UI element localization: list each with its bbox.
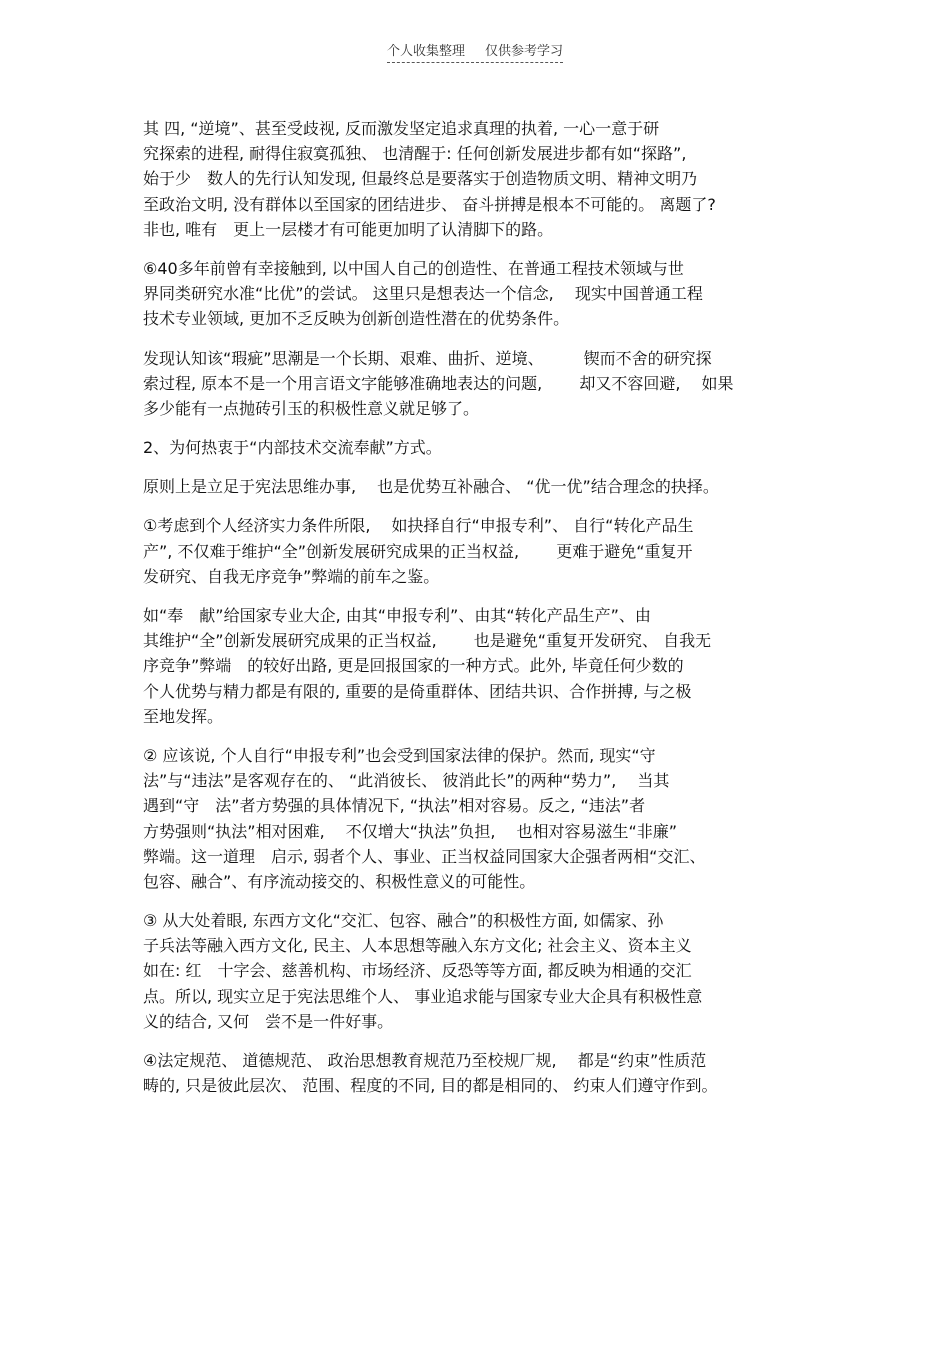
- text-line: 多少能有一点抛砖引玉的积极性意义就足够了。: [143, 398, 480, 418]
- text-line: 序竞争”弊端 的较好出路, 更是回报国家的一种方式。此外, 毕竟任何少数的: [143, 656, 684, 676]
- text-line: 遇到“守 法”者方势强的具体情况下, “执法”相对容易。反之, “违法”者: [143, 796, 646, 816]
- page-header: [0, 40, 950, 63]
- header-right-text: 仅供参考学习: [485, 44, 564, 59]
- text-line: 究探索的进程, 耐得住寂寞孤独、 也清醒于: 任何创新发展进步都有如“探路”,: [143, 144, 687, 164]
- paragraph: [143, 474, 809, 499]
- text-line: ①考虑到个人经济实力条件所限, 如抉择自行“申报专利”、 自行“转化产品生: [143, 516, 694, 536]
- text-line: ③ 从大处着眼, 东西方文化“交汇、包容、融合”的积极性方面, 如儒家、孙: [143, 911, 664, 931]
- text-line: ④法定规范、 道德规范、 政治思想教育规范乃至校规厂规, 都是“约束”性质范: [143, 1051, 707, 1070]
- paragraph: [143, 513, 809, 589]
- text-line: 如“奉 献”给国家专业大企, 由其“申报专利”、由其“转化产品生产”、由: [143, 606, 651, 625]
- document-body: [143, 116, 809, 1112]
- text-line: 法”与“违法”是客观存在的、 “此消彼长、 彼消此长”的两种“势力”, 当其: [143, 771, 670, 791]
- text-line: 子兵法等融入西方文化, 民主、人本思想等融入东方文化; 社会主义、资本主义: [143, 936, 692, 956]
- text-line: 包容、融合”、有序流动接交的、积极性意义的可能性。: [143, 871, 536, 891]
- header-underline: [387, 40, 563, 63]
- paragraph: [143, 743, 809, 894]
- text-line: 其维护“全”创新发展研究成果的正当权益, 也是避免“重复开发研究、 自我无: [143, 631, 712, 651]
- text-line: 个人优势与精力都是有限的, 重要的是倚重群体、团结共识、合作拼搏, 与之极: [143, 681, 692, 701]
- paragraph: [143, 1048, 809, 1098]
- paragraph: [143, 346, 809, 422]
- text-line: 索过程, 原本不是一个用言语文字能够准确地表达的问题, 却又不容回避, 如果: [143, 373, 734, 393]
- paragraph: [143, 256, 809, 332]
- text-line: 弊端。这一道理 启示, 弱者个人、事业、正当权益同国家大企强者两相“交汇、: [143, 846, 706, 866]
- text-line: 发研究、自我无序竞争”弊端的前车之鉴。: [143, 566, 440, 586]
- text-line: 其 四, “逆境”、甚至受歧视, 反而激发坚定追求真理的执着, 一心一意于研: [143, 119, 660, 138]
- text-line: 如在: 红 十字会、慈善机构、市场经济、反恐等等方面, 都反映为相通的交汇: [143, 961, 692, 981]
- text-line: 点。所以, 现实立足于宪法思维个人、 事业追求能与国家专业大企具有积极性意: [143, 986, 703, 1006]
- paragraph: [143, 435, 809, 460]
- paragraph: [143, 116, 809, 242]
- text-line: 原则上是立足于宪法思维办事, 也是优势互补融合、 “优一优”结合理念的抉择。: [143, 477, 719, 497]
- text-line: 2、为何热衷于“内部技术交流奉献”方式。: [143, 438, 442, 458]
- text-line: ② 应该说, 个人自行“申报专利”也会受到国家法律的保护。然而, 现实“守: [143, 745, 656, 765]
- text-line: 产”, 不仅难于维护“全”创新发展研究成果的正当权益, 更难于避免“重复开: [143, 541, 693, 561]
- text-line: 畴的, 只是彼此层次、 范围、程度的不同, 目的都是相同的、 约束人们遵守作到。: [143, 1076, 718, 1096]
- text-line: ⑥40多年前曾有幸接触到, 以中国人自己的创造性、在普通工程技术领域与世: [143, 258, 684, 278]
- text-line: 技术专业领域, 更加不乏反映为创新创造性潜在的优势条件。: [143, 309, 570, 329]
- header-left-text: 个人收集整理: [386, 44, 465, 59]
- text-line: 义的结合, 又何 尝不是一件好事。: [143, 1011, 394, 1031]
- text-line: 至地发挥。: [143, 706, 224, 726]
- text-line: 非也, 唯有 更上一层楼才有可能更加明了认清脚下的路。: [143, 219, 554, 239]
- paragraph: [143, 908, 809, 1034]
- text-line: 界同类研究水准“比优”的尝试。 这里只是想表达一个信念, 现实中国普通工程: [143, 284, 703, 304]
- text-line: 方势强则“执法”相对困难, 不仅增大“执法”负担, 也相对容易滋生“非廉”: [143, 821, 678, 841]
- text-line: 发现认知该“瑕疵”思潮是一个长期、艰难、曲折、逆境、 锲而不舍的研究探: [143, 348, 712, 368]
- paragraph: [143, 603, 809, 729]
- text-line: 至政治文明, 没有群体以至国家的团结进步、 奋斗拼搏是根本不可能的。 离题了?: [143, 194, 716, 214]
- text-line: 始于少 数人的先行认知发现, 但最终总是要落实于创造物质文明、精神文明乃: [143, 169, 698, 189]
